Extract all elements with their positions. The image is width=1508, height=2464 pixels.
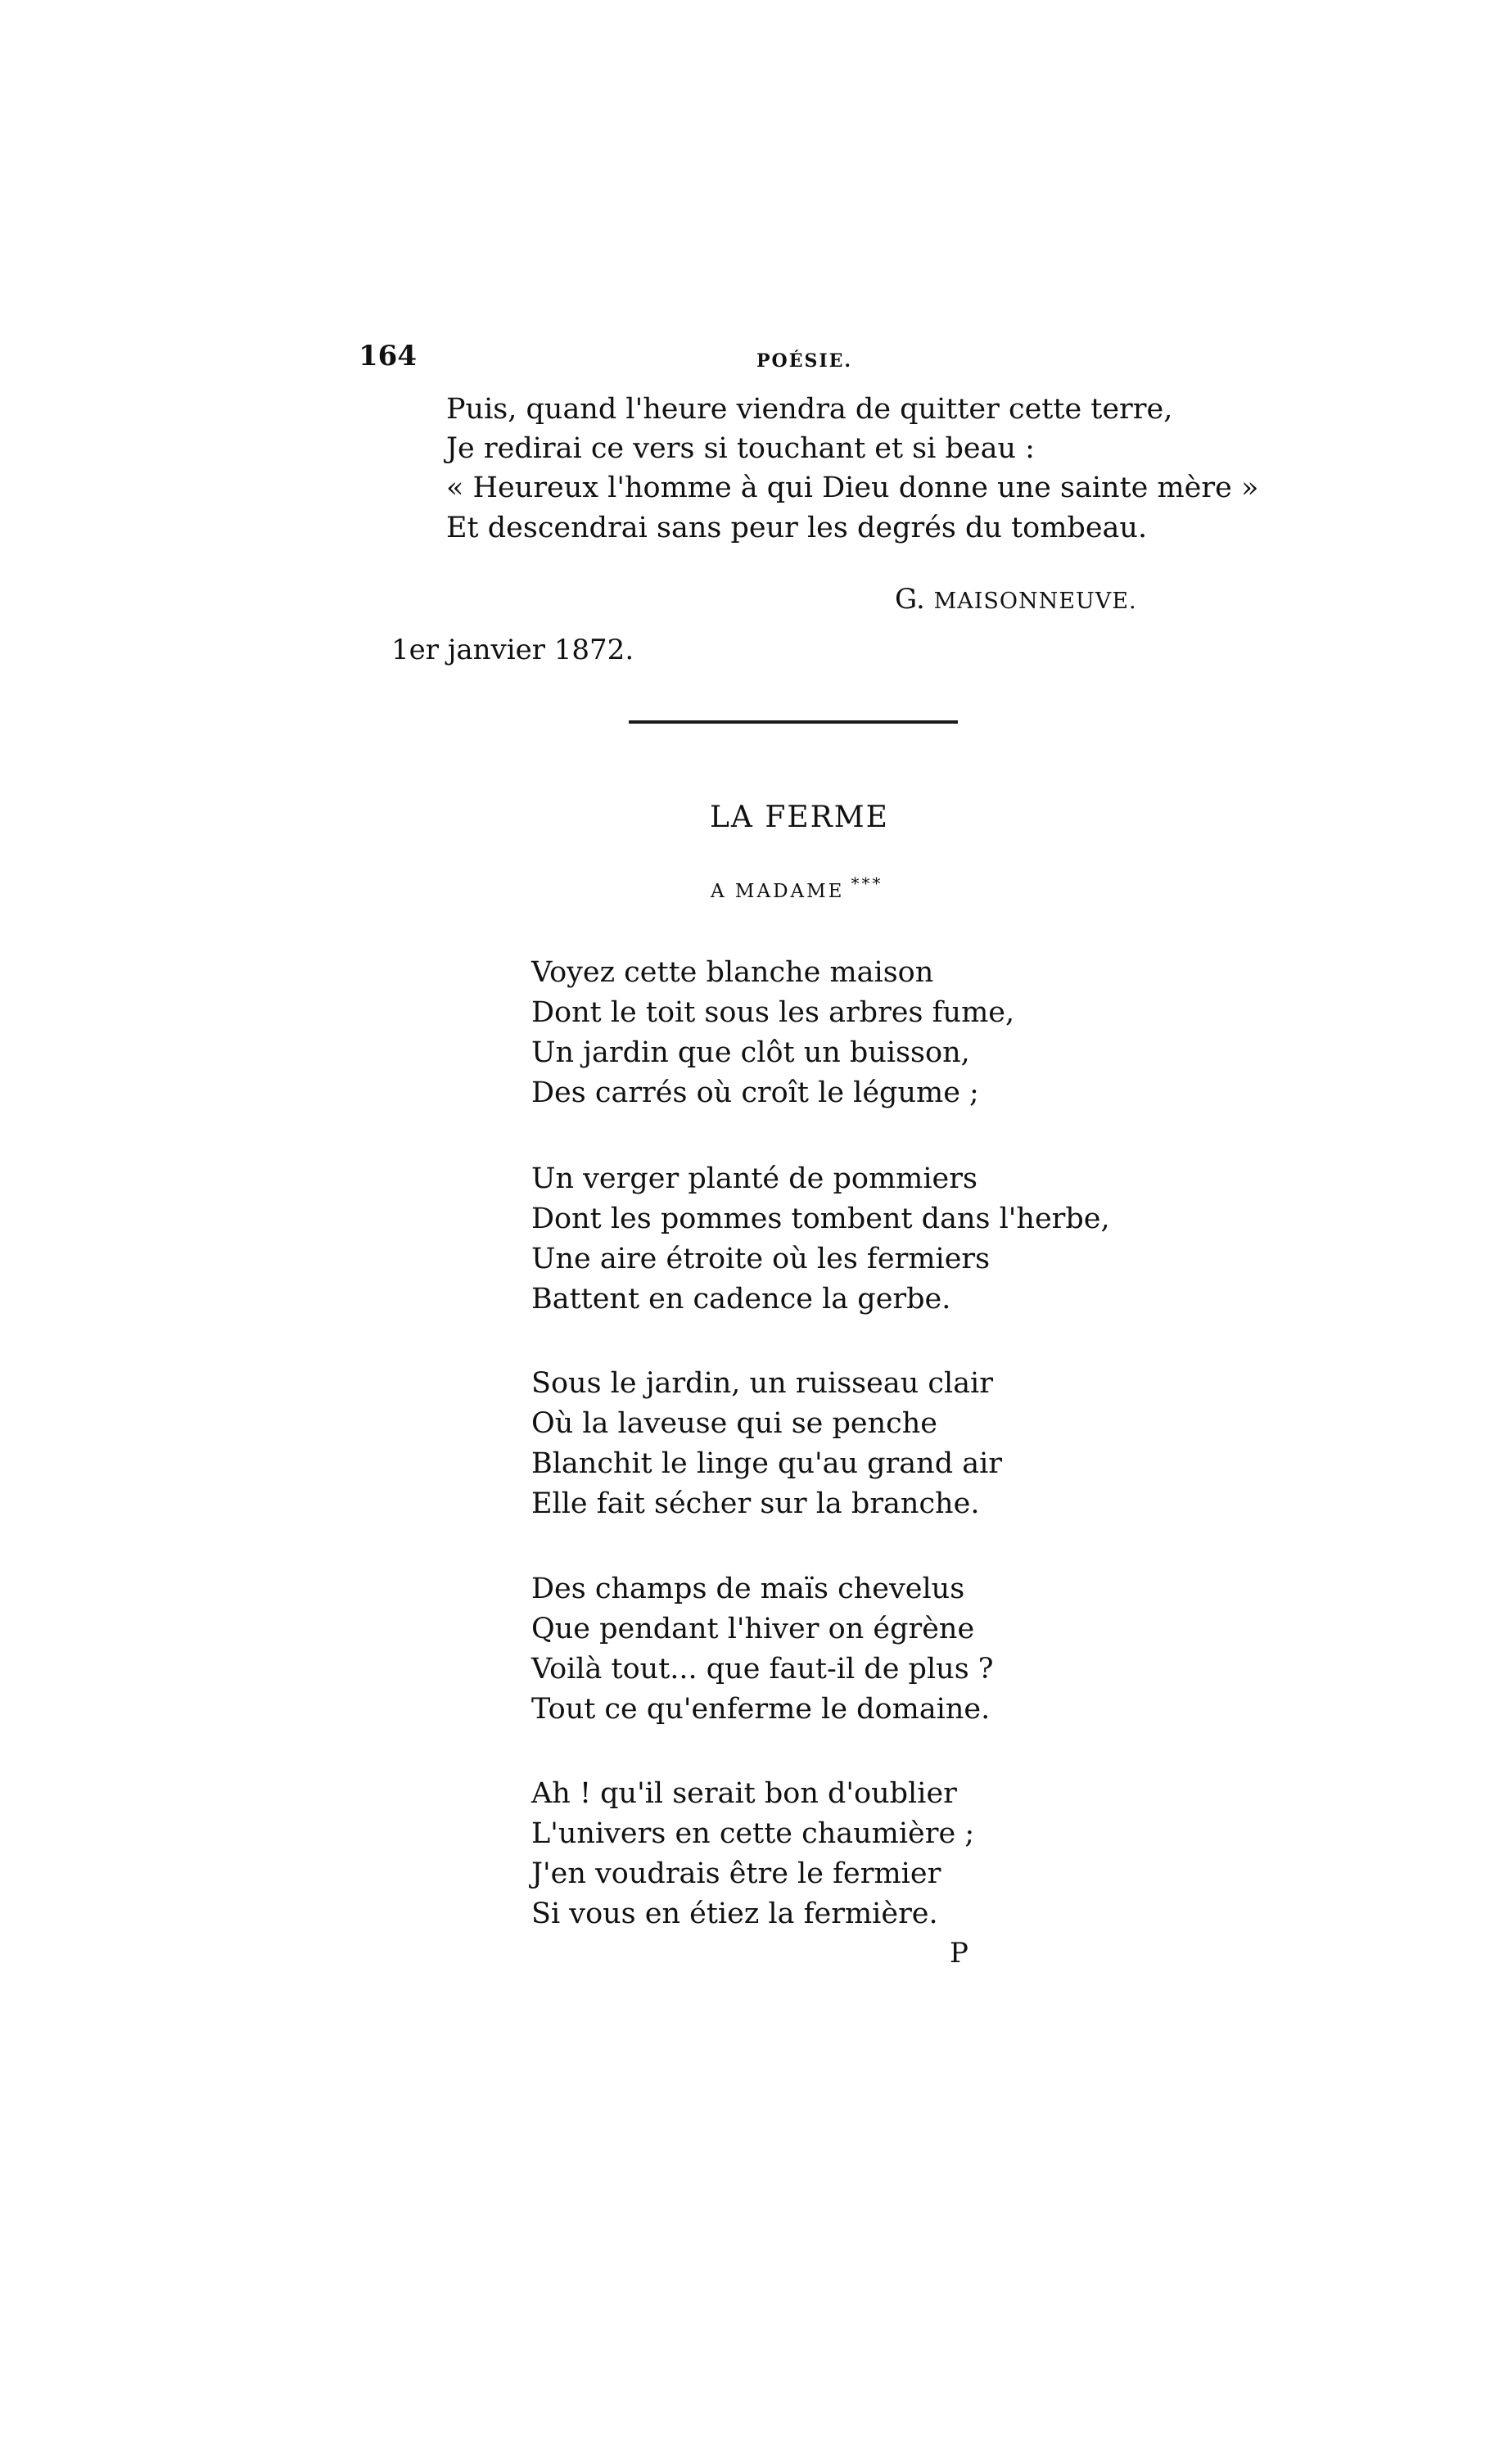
poem-line: Ah ! qu'il serait bon d'oublier xyxy=(531,1777,957,1810)
poem-line: Des carrés où croît le légume ; xyxy=(531,1076,979,1109)
running-head: POÉSIE. xyxy=(756,350,853,372)
poem-line: Si vous en étiez la fermière. xyxy=(531,1898,938,1930)
poem-line: Une aire étroite où les fermiers xyxy=(531,1243,991,1275)
poem-line: Elle fait sécher sur la branche. xyxy=(531,1487,980,1520)
poem-1-signature xyxy=(895,583,1137,616)
poem-line: J'en voudrais être le fermier xyxy=(531,1857,941,1890)
poem-line: Où la laveuse qui se penche xyxy=(531,1407,938,1440)
signature-initial: G. xyxy=(895,583,925,616)
section-divider xyxy=(629,720,958,724)
poem-line: Je redirai ce vers si touchant et si beau : xyxy=(446,432,1035,465)
poem-2-signature: P xyxy=(950,1937,968,1970)
poem-line: « Heureux l'homme à qui Dieu donne une sainte mère » xyxy=(446,472,1259,504)
page-number: 164 xyxy=(359,340,417,372)
poem-line: Que pendant l'hiver on égrène xyxy=(531,1613,975,1645)
poem-line: Voyez cette blanche maison xyxy=(531,956,934,989)
poem-line: Un jardin que clôt un buisson, xyxy=(531,1036,970,1069)
poem-1-date: 1er janvier 1872. xyxy=(391,634,634,666)
poem-line: Un verger planté de pommiers xyxy=(531,1162,977,1195)
dedication-text: A MADAME xyxy=(711,881,845,902)
poem-line: Blanchit le linge qu'au grand air xyxy=(531,1447,1003,1480)
dedication-stars: *** xyxy=(851,873,883,893)
poem-line: Des champs de maïs chevelus xyxy=(531,1573,965,1605)
poem-line: Voilà tout... que faut-il de plus ? xyxy=(531,1653,994,1686)
poem-line: Battent en cadence la gerbe. xyxy=(531,1283,951,1315)
poem-line: L'univers en cette chaumière ; xyxy=(531,1817,975,1850)
poem-line: Dont le toit sous les arbres fume, xyxy=(531,996,1015,1029)
poem-line: Tout ce qu'enferme le domaine. xyxy=(531,1693,991,1726)
signature-name: MAISONNEUVE. xyxy=(933,589,1137,614)
poem-line: Sous le jardin, un ruisseau clair xyxy=(531,1367,993,1400)
poem-line: Puis, quand l'heure viendra de quitter cette terre, xyxy=(446,393,1173,426)
poem-dedication xyxy=(711,873,883,902)
poem-line: Et descendrai sans peur les degrés du tombeau. xyxy=(446,512,1148,544)
poem-line: Dont les pommes tombent dans l'herbe, xyxy=(531,1203,1110,1235)
poem-title: LA FERME xyxy=(710,801,889,834)
